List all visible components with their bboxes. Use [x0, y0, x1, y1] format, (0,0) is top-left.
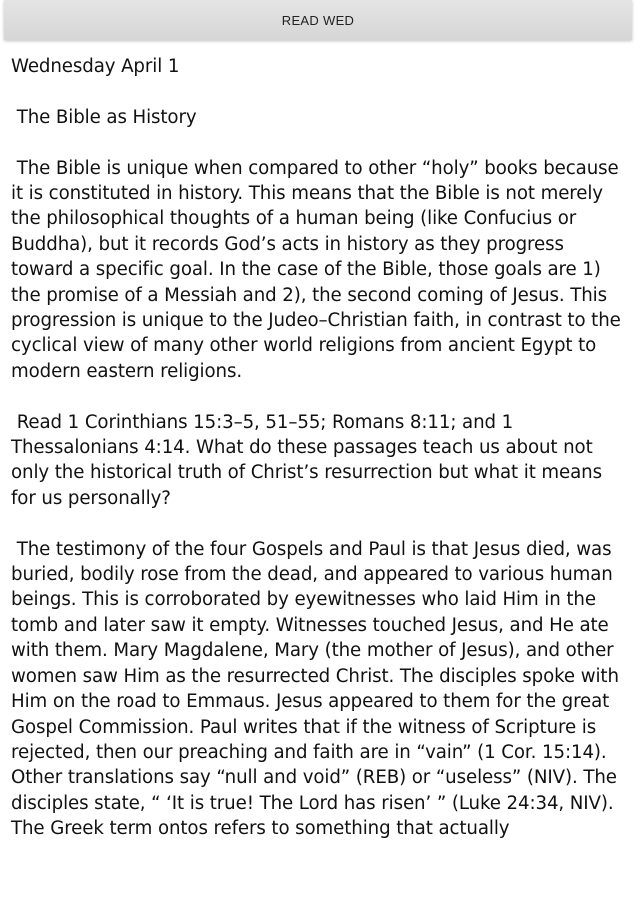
spacer: [11, 79, 629, 104]
top-app-bar: [4, 0, 632, 40]
read-wed-title: READ WED: [281, 12, 355, 28]
paragraph-3: The testimony of the four Gospels and Paul is that Jesus died, was buried, bodily rose from the dead, and appeared to various human beings. This is corroborated by eyewitnesses who laid Him in the tomb and later saw it empty. Witnesses touched Jesus, and He ate with them. Mary Magdalene, Mary (the mother of Jesus), and other women saw Him as the resurrected Christ. The disciples spoke with Him on the road to Emmaus. Jesus appeared to them for the great Gospel Commission. Paul writes that if the witness of Scripture is rejected, then our preaching and faith are in “vain” (1 Cor. 15:14). Other translations say “null and void” (REB) or “useless” (NIV). The disciples state, “ ‘It is true! The Lord has risen’ ” (Luke 24:34, NIV). The Greek term ontos refers to something that actually: [11, 538, 625, 840]
paragraph-2: Read 1 Corinthians 15:3–5, 51–55; Romans 8:11; and 1 Thessalonians 4:14. What do these passages teach us about not only the historical truth of Christ’s resurrection but what it means for us personally?: [11, 411, 608, 509]
paragraph-1: The Bible is unique when compared to other “holy” books because it is constituted in history. This means that the Bible is not merely the philosophical thoughts of a human being (like Confucius or Buddha), but it records God’s acts in history as they progress toward a specific goal. In the case of the Bible, those goals are 1) the promise of a Messiah and 2), the second coming of Jesus. This progression is unique to the Judeo–Christian faith, in contrast to the cyclical view of many other world religions from ancient Egypt to modern eastern religions.: [11, 157, 627, 382]
spacer: [11, 384, 629, 409]
reading-content[interactable]: [11, 54, 629, 842]
reading-date: Wednesday April 1: [11, 56, 180, 77]
reading-heading: The Bible as History: [11, 106, 197, 128]
spacer: [11, 130, 629, 155]
spacer: [11, 511, 629, 536]
